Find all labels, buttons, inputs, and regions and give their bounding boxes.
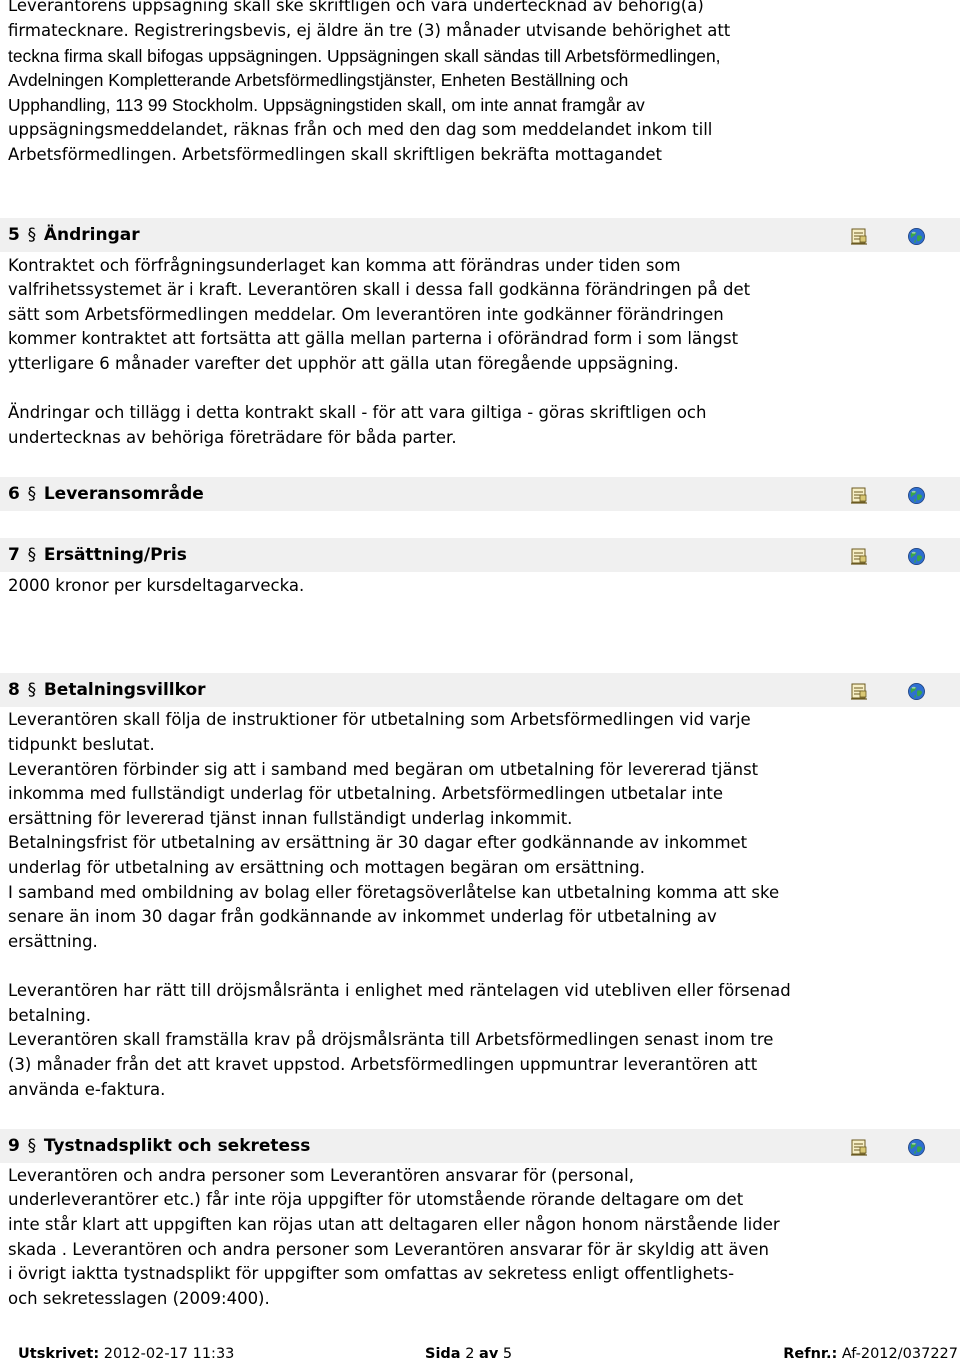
section-line: Kontraktet och förfrågningsunderlaget kan komma att förändras under tiden som [8, 256, 681, 275]
section-line: Leverantören förbinder sig att i samband med begäran om utbetalning för levererad tjänst [8, 760, 759, 779]
section-line: ersättning. [8, 932, 98, 951]
globe-icon[interactable] [907, 227, 926, 246]
section-number: 9 [8, 1136, 20, 1156]
document-icon[interactable] [849, 1137, 869, 1157]
section-line: ytterligare 6 månader varefter det upphör att gälla utan föregående uppsägning. [8, 354, 679, 373]
section-heading [8, 224, 140, 246]
intro-line: Upphandling, 113 99 Stockholm. Uppsägningstiden skall, om inte annat framgår av [8, 95, 645, 115]
section-line: underlag för utbetalning av ersättning och mottagen begäran om ersättning. [8, 858, 645, 877]
section-title: Ändringar [43, 225, 140, 245]
footer-page [425, 1344, 512, 1364]
section-line: sätt som Arbetsförmedlingen meddelar. Om leverantören inte godkänner förändringen [8, 305, 724, 324]
section-line: Betalningsfrist för utbetalning av ersättning är 30 dagar efter godkännande av inkommet [8, 833, 748, 852]
section-line: valfrihetssystemet är i kraft. Leverantören skall i dessa fall godkänna förändringen på det [8, 280, 751, 299]
section-line: I samband med ombildning av bolag eller företagsöverlåtelse kan utbetalning komma att ske [8, 883, 780, 902]
section-line: och sekretesslagen (2009:400). [8, 1289, 270, 1308]
section-number: 8 [8, 680, 20, 700]
document-icon[interactable] [849, 546, 869, 566]
intro-line: Avdelningen Kompletterande Arbetsförmedlingstjänster, Enheten Beställning och [8, 70, 629, 90]
section-line: betalning. [8, 1006, 92, 1025]
section-line: Ändringar och tillägg i detta kontrakt skall - för att vara giltiga - göras skriftligen och [8, 403, 707, 422]
footer-ref-value: Af-2012/037227 [841, 1346, 958, 1362]
footer-printed-value: 2012-02-17 11:33 [103, 1346, 235, 1362]
section-symbol: § [27, 545, 37, 565]
footer-page-label: Sida [425, 1346, 461, 1362]
section-line: inkomma med fullständigt underlag för utbetalning. Arbetsförmedlingen utbetalar inte [8, 784, 724, 803]
section-line: tidpunkt beslutat. [8, 735, 155, 754]
section-number: 6 [8, 484, 20, 504]
intro-line: Arbetsförmedlingen. Arbetsförmedlingen skall skriftligen bekräfta mottagandet [8, 145, 663, 164]
intro-line: uppsägningsmeddelandet, räknas från och med den dag som meddelandet inkom till [8, 120, 713, 139]
footer-ref [783, 1344, 958, 1364]
section-line: inte står klart att uppgiften kan röjas utan att deltagaren eller någon honom närstående lider [8, 1215, 780, 1234]
section-heading [8, 483, 204, 505]
section-line: skada . Leverantören och andra personer som Leverantören ansvarar för är skyldig att även [8, 1240, 769, 1259]
section-heading [8, 544, 187, 566]
document-icon[interactable] [849, 485, 869, 505]
section-line: senare än inom 30 dagar från godkännande av inkommet underlag för utbetalning av [8, 907, 717, 926]
section-line: Leverantören skall framställa krav på dröjsmålsränta till Arbetsförmedlingen senast inom tre [8, 1030, 774, 1049]
footer-page-current: 2 [465, 1346, 475, 1362]
section-title: Ersättning/Pris [43, 545, 187, 565]
section-line: Leverantören har rätt till dröjsmålsränta i enlighet med räntelagen vid utebliven eller försenad [8, 981, 791, 1000]
globe-icon[interactable] [907, 547, 926, 566]
section-title: Betalningsvillkor [43, 680, 206, 700]
section-symbol: § [27, 680, 37, 700]
section-heading [8, 679, 206, 701]
section-title: Leveransområde [43, 484, 204, 504]
section-title: Tystnadsplikt och sekretess [43, 1136, 311, 1156]
section-line: (3) månader från det att kravet uppstod. Arbetsförmedlingen uppmuntrar leverantören att [8, 1055, 758, 1074]
section-line: i övrigt iaktta tystnadsplikt för uppgifter som omfattas av sekretess enligt offentlighets- [8, 1264, 735, 1283]
document-icon[interactable] [849, 681, 869, 701]
section-line: underleverantörer etc.) får inte röja uppgifter för utomstående rörande deltagare om det [8, 1190, 744, 1209]
footer-page-total: 5 [502, 1346, 513, 1362]
globe-icon[interactable] [907, 682, 926, 701]
footer-page-of: av [479, 1346, 499, 1362]
section-line: 2000 kronor per kursdeltagarvecka. [8, 576, 305, 595]
footer-printed [18, 1344, 234, 1364]
section-number: 5 [8, 225, 20, 245]
section-line: undertecknas av behöriga företrädare för båda parter. [8, 428, 457, 447]
footer-printed-label: Utskrivet: [18, 1346, 100, 1362]
section-line: kommer kontraktet att fortsätta att gälla mellan parterna i oförändrad form i som längst [8, 329, 739, 348]
document-icon[interactable] [849, 226, 869, 246]
section-header-band [0, 218, 960, 252]
section-symbol: § [27, 225, 37, 245]
intro-line: teckna firma skall bifogas uppsägningen. Uppsägningen skall sändas till Arbetsförmedlingen, [8, 46, 721, 66]
footer-ref-label: Refnr.: [783, 1346, 838, 1362]
section-line: Leverantören och andra personer som Leverantören ansvarar för (personal, [8, 1166, 634, 1185]
globe-icon[interactable] [907, 1138, 926, 1157]
intro-line: firmatecknare. Registreringsbevis, ej äldre än tre (3) månader utvisande behörighet att [8, 21, 731, 40]
section-line: Leverantören skall följa de instruktioner för utbetalning som Arbetsförmedlingen vid varje [8, 710, 751, 729]
intro-line: Leverantörens uppsägning skall ske skriftligen och vara undertecknad av behörig(a) [8, 0, 704, 15]
section-line: använda e-faktura. [8, 1080, 166, 1099]
globe-icon[interactable] [907, 486, 926, 505]
section-symbol: § [27, 484, 37, 504]
section-symbol: § [27, 1136, 37, 1156]
section-number: 7 [8, 545, 20, 565]
section-heading [8, 1135, 310, 1157]
section-line: ersättning för levererad tjänst innan fullständigt underlag inkommit. [8, 809, 573, 828]
